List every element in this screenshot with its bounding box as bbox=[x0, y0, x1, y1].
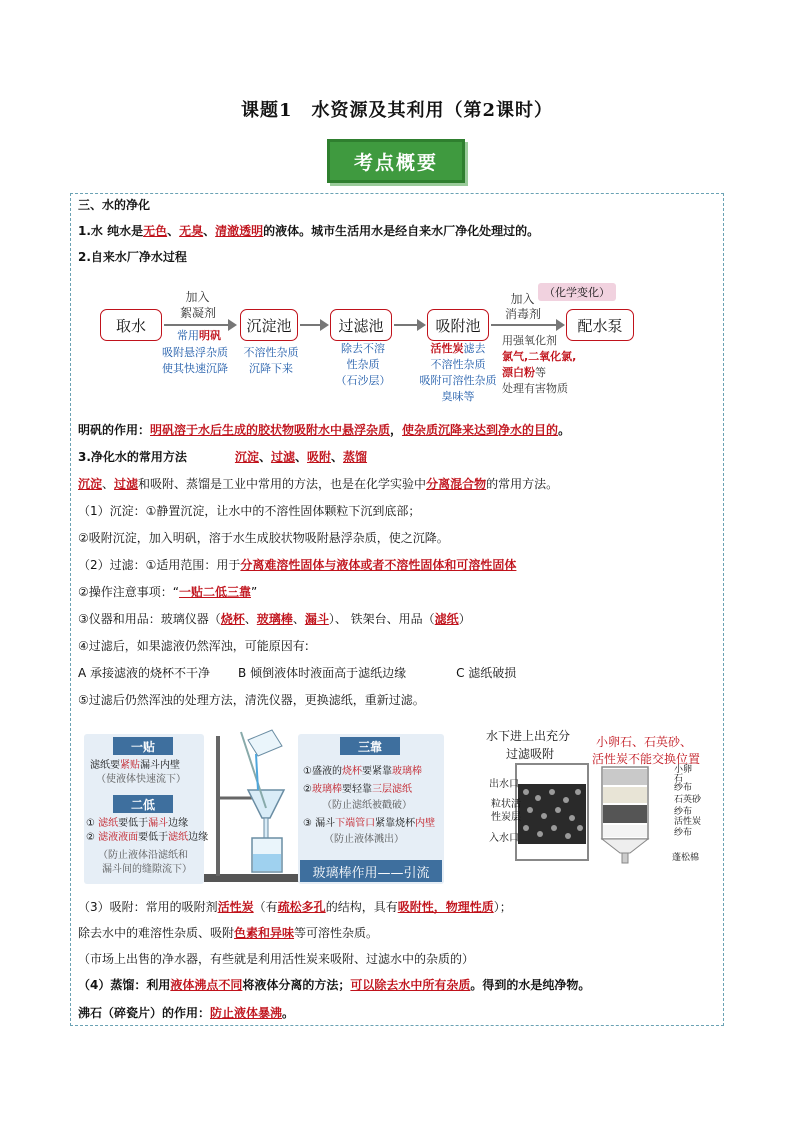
line-pure-water: 1.水 纯水是无色、无臭、清澈透明的液体。城市生活用水是经自来水厂净化处理过的。 bbox=[78, 224, 540, 238]
purifier-label: 石英砂 bbox=[674, 795, 702, 805]
panel-text: ②玻璃棒要轻靠三层滤纸 bbox=[303, 784, 412, 795]
purifier-note-1: 小卵石、石英砂、 bbox=[596, 735, 693, 749]
flow-note: 不溶性杂质 bbox=[243, 346, 299, 359]
page-title: 课题1 水资源及其利用（第2课时） bbox=[240, 100, 554, 121]
flow-note: 用强氧化剂 bbox=[502, 334, 557, 347]
badge-label: 考点概要 bbox=[353, 151, 438, 174]
flow-note-alum: 常用明矾 bbox=[177, 329, 221, 342]
panel-head-three: 三靠 bbox=[340, 737, 400, 755]
panel-text: 漏斗间的缝隙流下） bbox=[102, 864, 192, 875]
line-methods-heading: 3.净化水的常用方法 沉淀、过滤、吸附、蒸馏 bbox=[78, 450, 368, 464]
line-filtration-scope: （2）过滤：①适用范围：用于分离难溶性固体与液体或者不溶性固体和可溶性固体 bbox=[78, 558, 517, 572]
line-process-heading: 2.自来水厂净水过程 bbox=[78, 250, 187, 264]
glass-rod-role-bar: 玻璃棒作用——引流 bbox=[300, 860, 442, 882]
purifier-label: 石 bbox=[674, 774, 684, 784]
flow-note-carbon: 活性炭滤去 bbox=[430, 342, 486, 355]
flow-note: 氯气,二氧化氯, bbox=[502, 350, 577, 363]
chemical-change-tag: （化学变化） bbox=[538, 283, 616, 301]
flow-add-coagulant-1: 加入 bbox=[185, 290, 210, 304]
flow-box-adsorption: 吸附池 bbox=[427, 309, 489, 341]
flow-note: 使其快速沉降 bbox=[162, 362, 228, 375]
flow-note: 除去不溶 bbox=[341, 342, 385, 355]
flow-note: 沉降下来 bbox=[249, 362, 293, 375]
panel-text: （使液体快速流下） bbox=[96, 774, 186, 785]
purifier-note-2: 活性炭不能交换位置 bbox=[592, 752, 701, 766]
section-heading: 三、水的净化 bbox=[78, 198, 151, 212]
line-reason-options: A 承接滤液的烧杯不干净 B 倾倒液体时液面高于滤纸边缘 C 滤纸破损 bbox=[78, 666, 517, 680]
panel-head-two: 二低 bbox=[113, 795, 173, 813]
line-turbid-reasons: ④过滤后，如果滤液仍然浑浊，可能原因有: bbox=[78, 639, 309, 653]
line-alum-role: 明矾的作用：明矾溶于水后生成的胶状物吸附水中悬浮杂质，使杂质沉降来达到净水的目的。 bbox=[78, 423, 571, 437]
flow-add-coagulant-2: 絮凝剂 bbox=[179, 306, 216, 320]
carbon-layer-label-2: 性炭层 bbox=[491, 812, 521, 823]
purifier-label: 纱布 bbox=[674, 783, 693, 793]
line-adsorption-2: 除去水中的难溶性杂质、吸附色素和异味等可溶性杂质。 bbox=[78, 926, 379, 940]
line-turbid-fix: ⑤过滤后仍然浑浊的处理方法，清洗仪器，更换滤纸，重新过滤。 bbox=[78, 693, 425, 707]
flow-add-disinfectant-2: 消毒剂 bbox=[504, 307, 541, 321]
flow-arrow bbox=[164, 324, 230, 326]
purifier-label: 纱布 bbox=[674, 828, 693, 838]
line-filtration-notes: ②操作注意事项：“一贴二低三靠” bbox=[78, 585, 258, 599]
carbon-inlet-label: 入水口 bbox=[489, 833, 519, 844]
flow-note: 吸附悬浮杂质 bbox=[162, 346, 228, 359]
carbon-outlet-label: 出水口 bbox=[489, 779, 519, 790]
purifier-label: 小卵 bbox=[674, 765, 693, 775]
carbon-tank-drawing bbox=[514, 762, 590, 862]
flow-add-disinfectant-1: 加入 bbox=[510, 292, 535, 306]
flow-arrow bbox=[394, 324, 419, 326]
flow-note: 处理有害物质 bbox=[502, 382, 568, 395]
line-sedimentation-1: （1）沉淀：①静置沉淀，让水中的不溶性固体颗粒下沉到底部； bbox=[78, 504, 421, 518]
flow-note: （石沙层） bbox=[335, 374, 391, 387]
panel-text: （防止滤纸被戳破） bbox=[322, 800, 412, 811]
panel-text: ③ 漏斗下端管口紧靠烧杯内壁 bbox=[303, 818, 436, 829]
line-distillation: （4）蒸馏：利用液体沸点不同将液体分离的方法；可以除去水中所有杂质。得到的水是纯净物。 bbox=[78, 978, 591, 992]
panel-text: 滤纸要紧贴漏斗内壁 bbox=[90, 760, 180, 771]
flow-note: 性杂质 bbox=[346, 358, 380, 371]
flow-arrow bbox=[300, 324, 322, 326]
flow-note: 吸附可溶性杂质 bbox=[419, 374, 497, 387]
panel-text: ① 滤纸要低于漏斗边缘 bbox=[86, 818, 189, 829]
flow-note: 不溶性杂质 bbox=[430, 358, 486, 371]
purifier-label: 纱布 bbox=[674, 807, 693, 817]
carbon-note-2: 过滤吸附 bbox=[506, 747, 555, 761]
purifier-label: 活性炭 bbox=[674, 817, 702, 827]
flow-box-filtration: 过滤池 bbox=[330, 309, 392, 341]
line-sedimentation-2: ②吸附沉淀，加入明矾，溶于水生成胶状物吸附悬浮杂质，使之沉降。 bbox=[78, 531, 449, 545]
section-badge bbox=[327, 139, 465, 183]
flow-box-intake: 取水 bbox=[100, 309, 162, 341]
line-methods-desc: 沉淀、过滤和吸附、蒸馏是工业中常用的方法，也是在化学实验中分离混合物的常用方法。 bbox=[78, 477, 559, 491]
line-filtration-tools: ③仪器和用品：玻璃仪器（烧杯、玻璃棒、漏斗）、 铁架台、用品（滤纸） bbox=[78, 612, 471, 626]
carbon-note-1: 水下进上出充分 bbox=[486, 729, 571, 743]
flow-note: 臭味等 bbox=[441, 390, 475, 403]
panel-text: ② 滤液液面要低于滤纸边缘 bbox=[86, 832, 209, 843]
purifier-label: 蓬松棉 bbox=[672, 853, 700, 863]
panel-text: ①盛液的烧杯要紧靠玻璃棒 bbox=[303, 766, 422, 777]
panel-head-one: 一贴 bbox=[113, 737, 173, 755]
flow-box-sedimentation: 沉淀池 bbox=[240, 309, 298, 341]
line-market-purifier: （市场上出售的净水器，有些就是利用活性炭来吸附、过滤水中的杂质的） bbox=[78, 952, 475, 966]
panel-text: （防止液体溅出） bbox=[324, 834, 404, 845]
line-adsorption: （3）吸附：常用的吸附剂活性炭（有疏松多孔的结构，具有吸附性，物理性质）； bbox=[78, 900, 512, 914]
panel-text: （防止液体沿滤纸和 bbox=[98, 850, 188, 861]
flow-box-pump: 配水泵 bbox=[566, 309, 634, 341]
carbon-layer-label-1: 粒状活 bbox=[491, 799, 521, 810]
flow-note: 漂白粉等 bbox=[502, 366, 546, 379]
flow-arrow bbox=[491, 324, 558, 326]
purifier-bottle-drawing bbox=[598, 765, 652, 865]
line-boiling-chips: 沸石（碎瓷片）的作用：防止液体暴沸。 bbox=[78, 1006, 295, 1020]
